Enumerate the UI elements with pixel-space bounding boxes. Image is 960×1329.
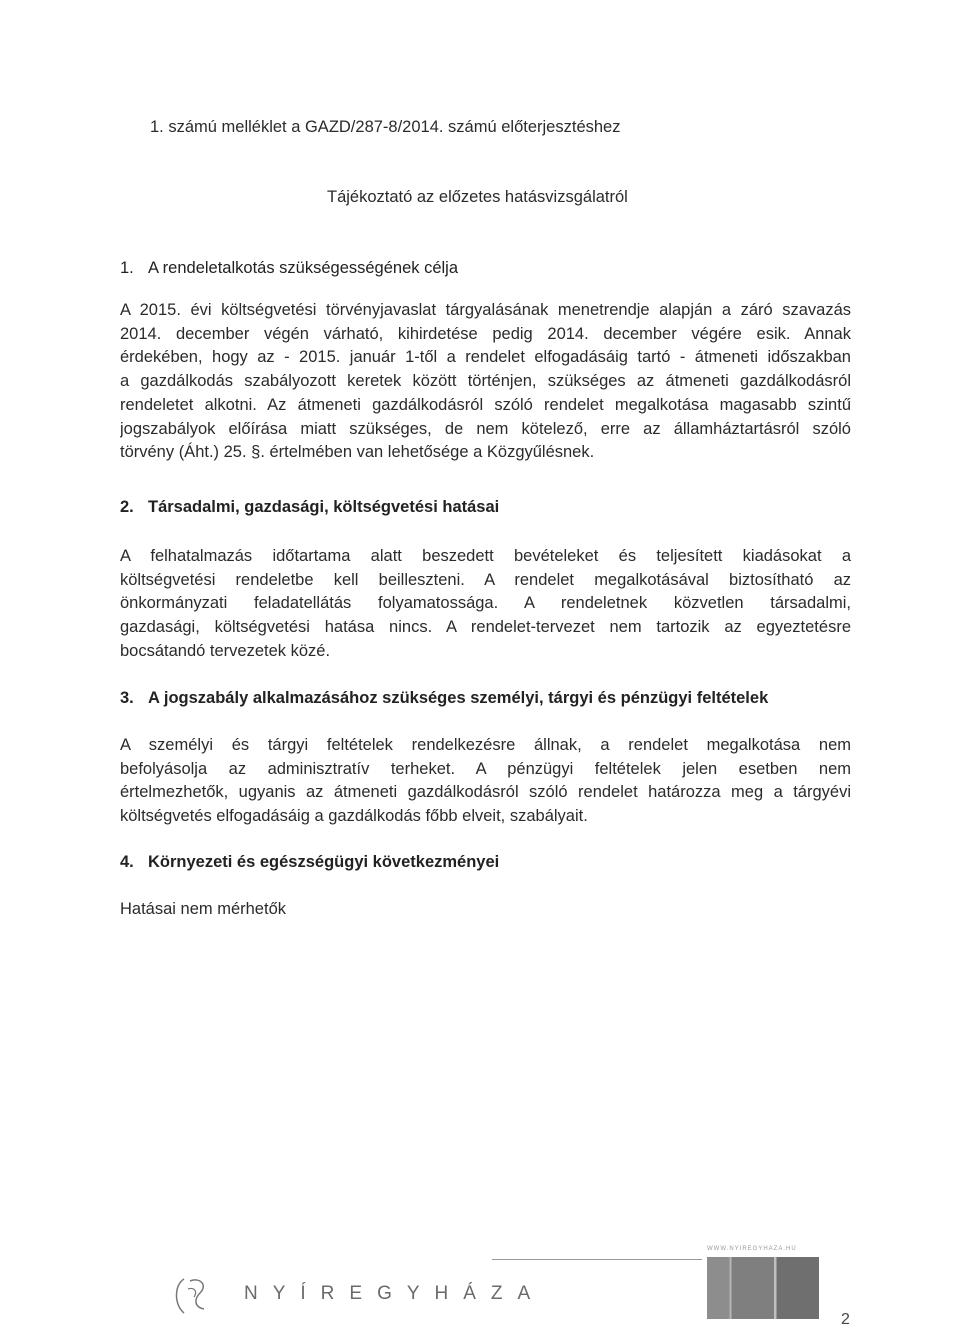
text-line: rendeletet alkotni. Az átmeneti gazdálkodásról szóló rendelet megalkotása magasabb szintű: [120, 395, 851, 414]
section-number: 1.: [120, 259, 134, 277]
footer-website: WWW.NYIREGYHAZA.HU: [707, 1246, 797, 1252]
text-line: a gazdálkodás szabályozott keretek között történjen, szükséges az átmeneti gazdálkodásról: [120, 372, 851, 391]
annex-reference: 1. számú melléklet a GAZD/287-8/2014. számú előterjesztéshez: [150, 118, 621, 136]
text-line: bocsátandó tervezetek közé.: [120, 641, 331, 660]
section-4-heading: [120, 853, 499, 872]
page-number: 2: [841, 1311, 850, 1328]
section-number: 3.: [120, 689, 134, 707]
section-title: A jogszabály alkalmazásához szükséges személyi, tárgyi és pénzügyi feltételek: [148, 689, 769, 707]
text-line: A 2015. évi költségvetési törvényjavaslat tárgyalásának menetrendje alapján a záró szavazás: [120, 301, 851, 319]
section-2-body: [120, 545, 851, 664]
section-2-heading: [120, 498, 499, 517]
nyiregyhaza-logo-icon: [170, 1271, 218, 1319]
text-line: A felhatalmazás időtartama alatt beszedett bevételeket és teljesített kiadásokat a: [120, 547, 851, 565]
section-3-body: [120, 734, 851, 829]
text-line: gazdasági, költségvetési hatása nincs. A rendelet-tervezet nem tartozik az egyeztetésre: [120, 618, 851, 637]
section-title: Társadalmi, gazdasági, költségvetési hatásai: [148, 498, 500, 516]
text-line: A személyi és tárgyi feltételek rendelkezésre állnak, a rendelet megalkotása nem: [120, 736, 851, 754]
section-3-heading: [120, 689, 768, 708]
section-1-heading: [120, 259, 458, 278]
text-line: jogszabályok előírása miatt szükséges, de nem kötelező, erre az államháztartásról szóló: [120, 419, 851, 438]
footer-divider: [492, 1259, 702, 1260]
text-line: törvény (Áht.) 25. §. értelmében van lehetősége a Közgyűlésnek.: [120, 443, 595, 462]
section-title: A rendeletalkotás szükségességének célja: [148, 259, 459, 277]
text-line: értelmezhetők, ugyanis az átmeneti gazdálkodásról szóló rendelet határozza meg a tárgyévi: [120, 783, 851, 802]
text-line: költségvetés elfogadásáig a gazdálkodás főbb elveit, szabályait.: [120, 807, 588, 826]
footer-decoration: [707, 1257, 819, 1319]
footer-brand: NYÍREGYHÁZA: [244, 1283, 546, 1304]
section-number: 2.: [120, 498, 134, 516]
section-1-body: [120, 299, 851, 465]
text-line: befolyásolja az adminisztratív terheket. A pénzügyi feltételek jelen esetben nem: [120, 759, 851, 778]
text-line: önkormányzati feladatellátás folyamatossága. A rendeletnek közvetlen társadalmi,: [120, 594, 851, 613]
section-title: Környezeti és egészségügyi következményei: [148, 853, 500, 871]
text-line: érdekében, hogy az - 2015. január 1-től a rendelet elfogadásáig tartó - átmeneti időszakban: [120, 348, 851, 367]
section-number: 4.: [120, 853, 134, 871]
text-line: költségvetési rendeletbe kell beilleszteni. A rendelet megalkotásával biztosítható az: [120, 570, 851, 589]
document-title: Tájékoztató az előzetes hatásvizsgálatról: [327, 188, 628, 206]
section-4-body: Hatásai nem mérhetők: [120, 900, 286, 918]
text-line: 2014. december végén várható, kihirdetése pedig 2014. december végére esik. Annak: [120, 324, 851, 343]
